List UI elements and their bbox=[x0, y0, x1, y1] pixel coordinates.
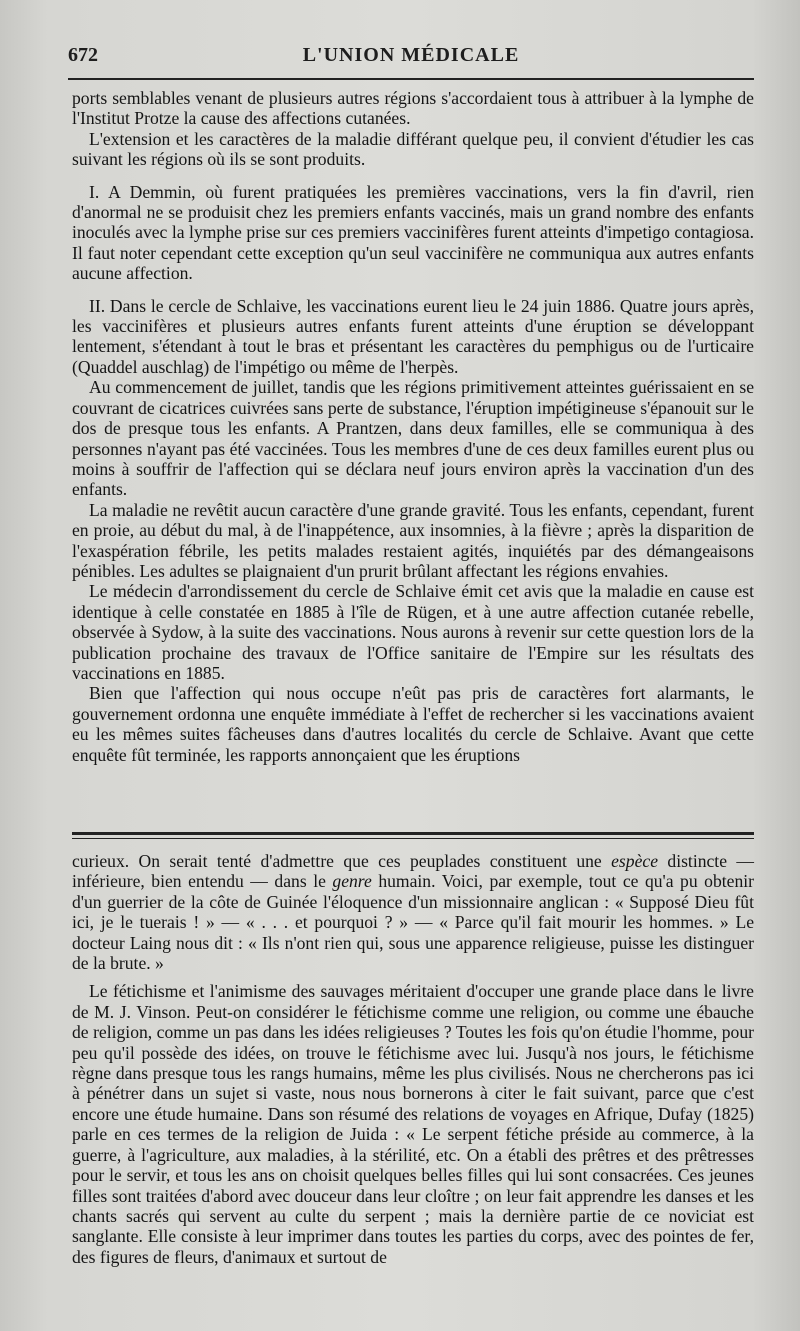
article-paragraph: Le médecin d'arrondissement du cercle de Schlaive émit cet avis que la maladie en cause est identique à celle constatée en 1885 à l'île de Rügen, et à une autre affection cutanée rebelle, observée à Sydow, à la suite des vaccinations. Nous aurons à revenir sur cette question lors de la publication prochaine des travaux de l'Office sanitaire de l'Empire sur les résultats des vaccinations en 1885. bbox=[72, 581, 754, 683]
running-title: L'UNION MÉDICALE bbox=[302, 44, 520, 66]
page-number: 672 bbox=[68, 44, 98, 66]
article-paragraph: II. Dans le cercle de Schlaive, les vaccinations eurent lieu le 24 juin 1886. Quatre jours après, les vaccinifères et plusieurs autres enfants furent atteints d'une éruption se développant lentement, s'étendant à tout le bras et présentant les caractères du pemphigus ou de l'urticaire (Quaddel auschlag) de l'impétigo ou même de l'herpès. bbox=[72, 295, 754, 377]
page-header bbox=[68, 44, 754, 70]
feuilleton-paragraph: Le fétichisme et l'animisme des sauvages méritaient d'occuper une grande place dans le livre de M. J. Vinson. Peut-on considérer le fétichisme comme une religion, ou comme une ébauche de religion, comme un pas dans les idées religieuses ? Toutes les fois qu'on étudie l'homme, pour peu qu'il possède des idées, on trouve le fétichisme avec lui. Jusqu'à nos jours, le fétichisme règne dans presque tous les rangs humains, même les plus civilisés. Nous ne chercherons pas ici à pénétrer dans un sujet si vaste, nous nous bornerons à citer le fait suivant, parce que c'est encore une étude humaine. Dans son résumé des relations de voyages en Afrique, Dufay (1825) parle en ces termes de la religion de Juida : « Le serpent fétiche préside au commerce, à la guerre, à l'agriculture, aux maladies, à la stérilité, etc. On a établi des prêtres et des prêtresses pour le servir, et tous les ans on choisit quelques belles filles qui lui sont consacrées. Ces jeunes filles sont traitées d'abord avec douceur dans leur cloître ; on leur fait apprendre les danses et les chants sacrés qui servent au culte du serpent ; mais la dernière partie de ce noviciat est sanglante. Elle consiste à leur imprimer dans toutes les parties du corps, avec des pointes de fer, des figures de fleurs, d'animaux et surtout de bbox=[72, 981, 754, 1267]
text-run: distincte — inférieure, bien entendu — dans le bbox=[72, 851, 754, 892]
header-rule bbox=[68, 78, 754, 80]
feuilleton-separator bbox=[72, 832, 754, 840]
text-run: humain. Voici, par exemple, tout ce qu'a pu obtenir d'un guerrier de la côte de Guinée l'éloquence d'un missionnaire anglican : « Supposé Dieu fût ici, je le tuerais ! » — « . . . et pourquoi ? » — « Parce qu'il fait mourir les hommes. » Le docteur Laing nous dit : « Ils n'ont rien qui, sous une apparence religieuse, puisse les distinguer de la brute. » bbox=[72, 871, 754, 974]
article-body bbox=[72, 88, 754, 765]
article-paragraph: I. A Demmin, où furent pratiquées les premières vaccinations, vers la fin d'avril, rien d'anormal ne se produisit chez les premiers enfants vaccinés, mais un grand nombre des enfants inoculés avec la lymphe prise sur ces premiers vaccinifères furent atteints d'impetigo contagiosa. Il faut noter cependant cette exception qu'un seul vaccinifère ne communiqua aux autres enfants aucune affection. bbox=[72, 181, 754, 284]
text-run: curieux. On serait tenté d'admettre que ces peuplades constituent une bbox=[72, 851, 612, 871]
article-paragraph: Bien que l'affection qui nous occupe n'eût pas pris de caractères fort alarmants, le gouvernement ordonna une enquête immédiate à l'effet de rechercher si les vaccinations avaient eu les mêmes suites fâcheuses dans d'autres localités du cercle de Schlaive. Avant que cette enquête fût terminée, les rapports annonçaient que les éruptions bbox=[72, 683, 754, 765]
italic-term: espèce bbox=[611, 851, 659, 871]
feuilleton-body bbox=[72, 851, 754, 1267]
italic-term: genre bbox=[332, 871, 372, 892]
article-paragraph: La maladie ne revêtit aucun caractère d'une grande gravité. Tous les enfants, cependant, furent en proie, au début du mal, à de l'inappétence, aux insomnies, à la fièvre ; après la disparition de l'exaspération fébrile, les petits malades restaient agités, inquiétés par des démangeaisons pénibles. Les adultes se plaignaient d'un prurit brûlant affectant les régions envahies. bbox=[72, 499, 754, 581]
article-paragraph: ports semblables venant de plusieurs autres régions s'accordaient tous à attribuer à la lymphe de l'Institut Protze la cause des affections cutanées. bbox=[72, 88, 754, 129]
article-paragraph: L'extension et les caractères de la maladie différant quelque peu, il convient d'étudier les cas suivant les régions où ils se sont produits. bbox=[72, 128, 754, 170]
feuilleton-paragraph bbox=[72, 851, 754, 973]
article-paragraph: Au commencement de juillet, tandis que les régions primitivement atteintes guérissaient en se couvrant de cicatrices cuivrées sans perte de substance, l'éruption impétigineuse s'épanouit sur le dos de presque tous les enfants. A Prantzen, dans deux familles, elle se communiqua à des personnes n'ayant pas été vaccinées. Tous les membres d'une de ces deux familles eurent plus ou moins à souffrir de l'affection qui se déclara neuf jours environ après la vaccination d'un des enfants. bbox=[72, 377, 754, 500]
